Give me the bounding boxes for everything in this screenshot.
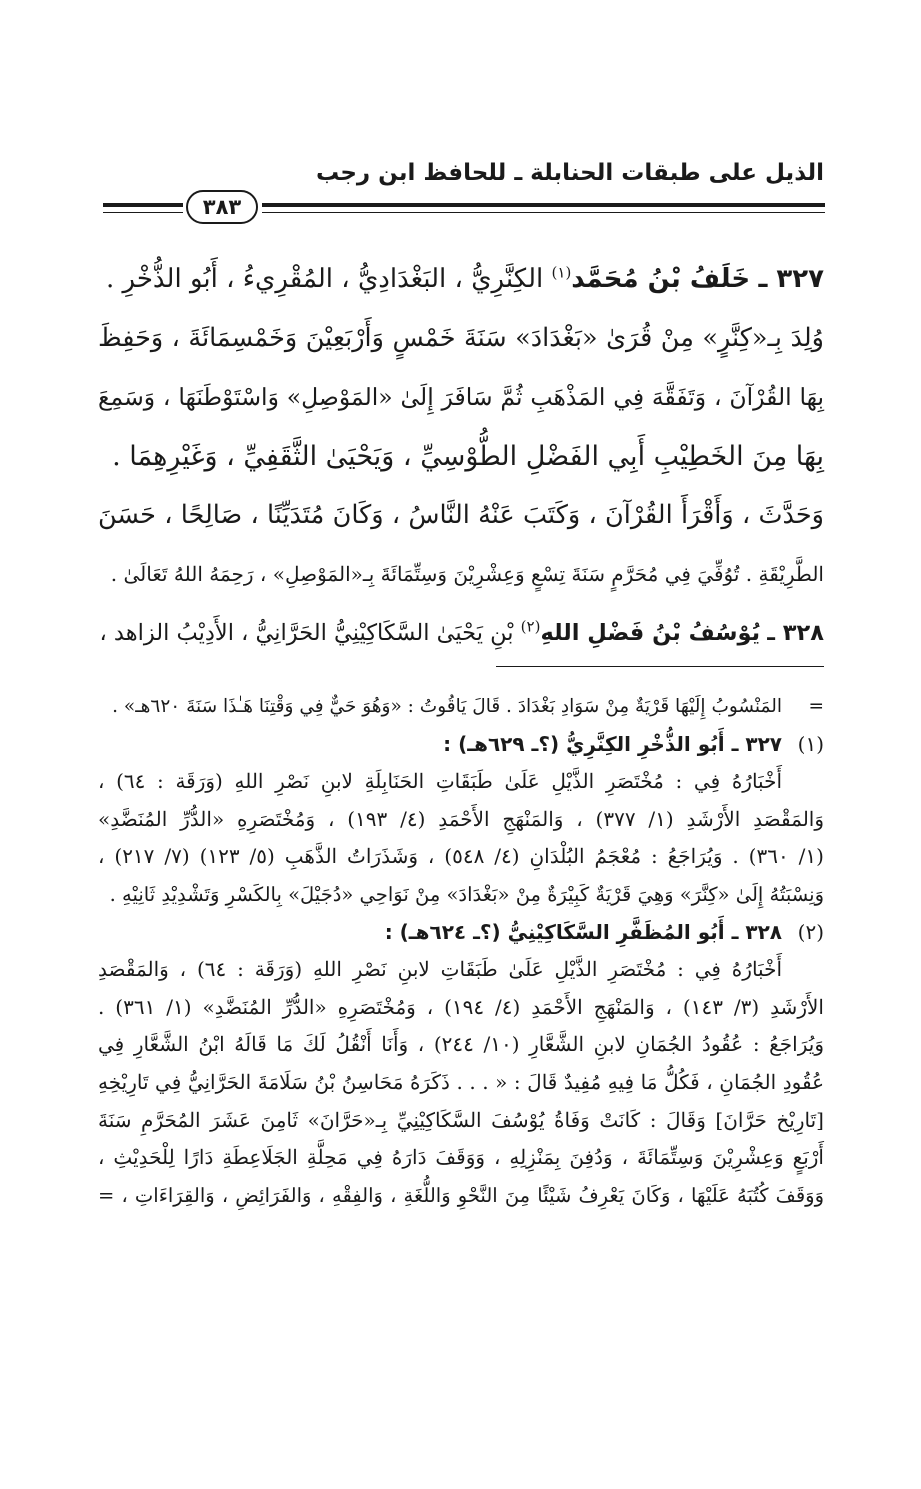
footnote-heading: ٣٢٧ ـ أَبُو الذُّخْرِ الكِنَّرِيُّ (؟ـ ٦٢٩هـ) : [443,731,782,756]
footnote-continuation [98,688,824,726]
body-line: الطَّرِيْقَةِ . تُوُفِّيَ فِي مُحَرَّمٍ سَنَةَ تِسْعٍ وَعِشْرِيْنَ وَسِتِّمَائَةَ بِـ«المَوْصِلِ» ، رَحِمَهُ اللهُ تَعَالَىٰ . [110,562,824,586]
footnotes [98,688,824,1214]
entry-number: ٣٢٨ ـ [767,620,824,646]
header-rule-left-thin [103,212,183,213]
header-rule-right-thin [262,212,825,213]
footnote-line: أَرْبَعٍ وَعِشْرِيْنَ وَسِتِّمَائَةَ ، وَدُفِنَ بِمَنْزِلِهِ ، وَوَقَفَ دَارَهُ فِي مَحِلَّةِ الجَلَاعِطَةِ دَارًا لِلْحَدِيْثِ ، [98,1145,824,1170]
body-line: وَحَدَّثَ ، وَأَقْرَأَ القُرْآنَ ، وَكَتَبَ عَنْهُ النَّاسُ ، وَكَانَ مُتَدَيِّنًا ، صَالِحًا ، حَسَنَ [98,500,824,530]
footnote-ref[interactable]: (٢) [520,617,541,636]
body-line: وُلِدَ بِـ«كِنَّرٍ» مِنْ قُرَىٰ «بَغْدَادَ» سَنَةَ خَمْسٍ وَأَرْبَعِيْنَ وَخَمْسِمَائَةَ ، وَحَفِظَ [98,323,824,353]
footnote-line: [تَارِيْخ حَرَّانَ] وَقَالَ : كَانَتْ وَفَاةُ يُوْسُفَ السَّكَاكِيْنِيِّ بِـ«حَرَّانَ» ثَامِنَ عَشَرَ المُحَرَّمِ سَنَةَ [98,1107,824,1132]
main-text [98,250,824,663]
running-title: الذيل على طبقات الحنابلة ـ للحافظ ابن رجب [315,160,824,186]
footnote-marker: (١) [797,731,824,756]
entry-name: خَلَفُ بْنُ مُحَمَّد [571,264,751,294]
entry-description: بْنِ يَحْيَىٰ السَّكَاكِيْنِيُّ الحَرَّانِيُّ ، الأَدِيْبُ الزاهد ، [99,620,514,646]
footnote-line: وَيُرَاجَعُ : عُقُودُ الجُمَانِ لابنِ الشَّعَّارِ (١٠/ ٢٤٤) ، وَأَنَا أَنْقُلُ لَكَ مَا قَالَهُ ابْنُ الشَّعَّارِ فِي [98,1032,824,1057]
footnote-2-heading [98,914,824,952]
footnote-line: عُقُودِ الجُمَانِ ، فَكُلُّ مَا فِيهِ مُفِيدٌ قَالَ : « . . . ذَكَرَهُ مَحَاسِنُ بْنُ سَلَامَةَ الحَرَّانِيُّ فِي تَارِيْخِهِ [98,1069,824,1094]
footnote-text: أَخْبَارُهُ فِي : مُخْتَصَرِ الذَّيْلِ عَلَىٰ طَبَقَاتِ لابنِ نَصْرِ اللهِ (وَرَقَة : ٦٤) ، وَالمَقْصَدِ [98,957,782,982]
footnote-line: وَالمَقْصَدِ الأَرْشَدِ (١/ ٣٧٧) ، وَالمَنْهَجِ الأَحْمَدِ (٤/ ١٩٣) ، وَمُخْتَصَرِهِ «الدُّرِّ المُنَضَّدِ» [98,806,825,831]
footnote-separator [496,666,824,667]
entry-327-title [98,250,824,309]
body-line: بِهَا القُرْآنَ ، وَتَفَقَّهَ فِي المَذْهَبِ ثُمَّ سَافَرَ إِلَىٰ «المَوْصِلِ» وَاسْتَوْطَنَهَا ، وَسَمِعَ [98,383,824,411]
entry-name: يُوْسُفُ بْنُ فَضْلِ اللهِ [540,620,761,646]
footnote-line [98,951,824,989]
footnote-line: الأَرْشَدِ (٣/ ١٤٣) ، وَالمَنْهَجِ الأَحْمَدِ (٤/ ١٩٤) ، وَمُخْتَصَرِهِ «الدُّرِّ المُنَضَّدِ» (١/ ٣٦١) . [98,994,824,1019]
footnote-line [98,763,824,801]
footnote-text: أَخْبَارُهُ فِي : مُخْتَصَرِ الذَّيْلِ عَلَىٰ طَبَقَاتِ الحَنَابِلَةِ لابنِ نَصْرِ اللهِ (وَرَقَة : ٦٤) ، [98,769,783,794]
footnote-marker: (٢) [797,919,824,944]
header-rule-left [103,203,183,207]
footnote-heading: ٣٢٨ ـ أَبُو المُظَفَّرِ السَّكَاكِيْنِيُّ (؟ـ ٦٢٤هـ) : [384,919,782,944]
footnote-line: وَنِسْبَتُهُ إِلَىٰ «كِنَّرَ» وَهِيَ قَرْيَةٌ كَبِيْرَةٌ مِنْ «بَغْدَادَ» مِنْ نَوَاحِي «دُجَيْلَ» بِالكَسْرِ وَتَشْدِيْدِ ثَانِيْهِ . [109,882,824,906]
footnote-1-heading [98,726,824,764]
footnote-text: المَنْسُوبُ إِلَيْهَا قَرْيَةٌ مِنْ سَوَادِ بَغْدَادَ . قَالَ يَاقُوتُ : «وَهُوَ حَيٌّ فِي وَقْتِنَا هَـٰذَا سَنَةَ ٦٢٠هـ» . [112,696,782,717]
entry-description: الكِنَّرِيُّ ، البَغْدَادِيُّ ، المُقْرِيءُ ، أَبُو الذُّخْرِ . [105,264,544,294]
continuation-marker: = [808,696,824,717]
entry-328-title [98,604,824,663]
header-rule-right [262,203,825,207]
page-number: ٣٨٣ [186,190,258,224]
footnote-line: (١/ ٣٦٠) . وَيُرَاجَعُ : مُعْجَمُ البُلْدَانِ (٤/ ٥٤٨) ، وَشَذَرَاتُ الذَّهَبِ (٥/ ١٢٣) (٧/ ٢١٧) ، [98,844,824,869]
entry-number: ٣٢٧ ـ [758,264,824,294]
body-line: بِهَا مِنَ الخَطِيْبِ أَبِي الفَضْلِ الطُّوْسِيِّ ، وَيَحْيَىٰ الثَّقَفِيِّ ، وَغَيْرِهِمَا . [112,441,824,472]
footnote-ref[interactable]: (١) [551,263,572,282]
footnote-line: وَوَقَفَ كُتُبَهُ عَلَيْهَا ، وَكَانَ يَعْرِفُ شَيْئًا مِنَ النَّحْوِ وَاللُّغَةِ ، وَالفِقْهِ ، وَالفَرَائِضِ ، وَالقِرَاءَاتِ ، = [98,1183,824,1207]
